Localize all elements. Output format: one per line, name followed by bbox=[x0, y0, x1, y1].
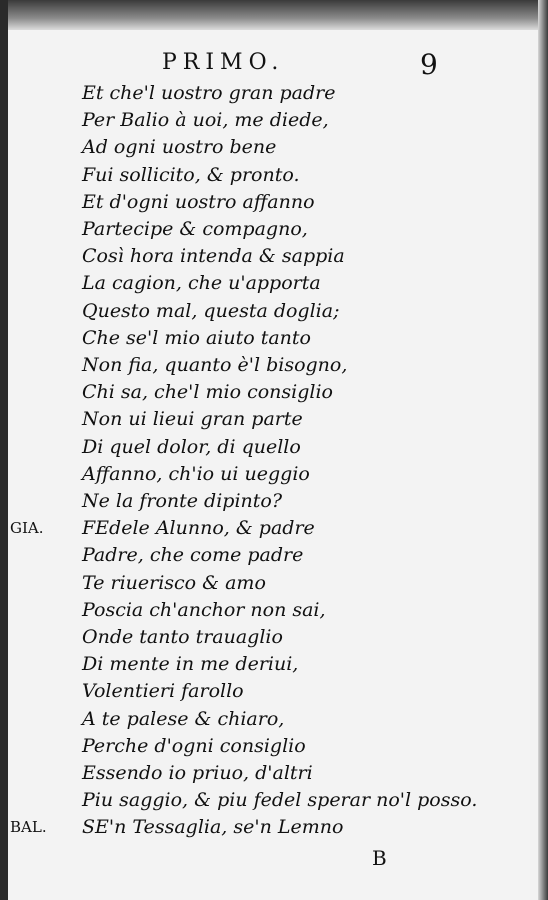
speaker-label: BAL. bbox=[10, 818, 47, 837]
speaker-label: GIA. bbox=[10, 519, 44, 538]
verse-line: SE'n Tessaglia, se'n Lemno bbox=[82, 816, 344, 839]
verse-line: Di mente in me deriui, bbox=[82, 653, 299, 676]
verse-line: Poscia ch'anchor non sai, bbox=[82, 598, 326, 621]
verse-line: Chi sa, che'l mio consiglio bbox=[82, 381, 333, 404]
verse-line: Non ui lieui gran parte bbox=[82, 408, 303, 431]
verse-line: Onde tanto trauaglio bbox=[82, 626, 283, 648]
verse-line: Perche d'ogni consiglio bbox=[82, 734, 306, 757]
catchword: B bbox=[372, 846, 387, 870]
verse-line: Te riuerisco & amo bbox=[82, 571, 266, 594]
verse-line: Partecipe & compagno, bbox=[82, 218, 308, 240]
verse-line: Che se'l mio aiuto tanto bbox=[82, 326, 311, 349]
page-number: 9 bbox=[420, 48, 438, 81]
verse-line: Ad ogni uostro bene bbox=[82, 136, 277, 159]
verse-line: Essendo io priuo, d'altri bbox=[82, 762, 313, 784]
verse-line: Questo mal, questa doglia; bbox=[82, 299, 340, 322]
verse-line: Di quel dolor, di quello bbox=[82, 435, 301, 458]
verse-line: Non fia, quanto è'l bisogno, bbox=[82, 354, 348, 376]
verse-line: Fui sollicito, & pronto. bbox=[82, 163, 300, 186]
verse-line: FEdele Alunno, & padre bbox=[82, 517, 315, 540]
verse-line: La cagion, che u'apporta bbox=[82, 272, 321, 295]
verse-line: A te palese & chiaro, bbox=[82, 707, 285, 730]
verse-line: Ne la fronte dipinto? bbox=[82, 490, 283, 512]
verse-line: Piu saggio, & piu fedel sperar no'l posso. bbox=[82, 789, 478, 812]
verse-line: Volentieri farollo bbox=[82, 680, 244, 703]
verse-line: Così hora intenda & sappia bbox=[82, 245, 345, 268]
verse-line: Affanno, ch'io ui ueggio bbox=[82, 462, 310, 485]
verse-line: Et che'l uostro gran padre bbox=[82, 82, 336, 104]
verse-line: Et d'ogni uostro affanno bbox=[82, 190, 315, 213]
verse-line: Padre, che come padre bbox=[82, 544, 304, 567]
verse-line: Per Balio à uoi, me diede, bbox=[82, 109, 329, 132]
running-head: PRIMO. bbox=[162, 50, 285, 75]
